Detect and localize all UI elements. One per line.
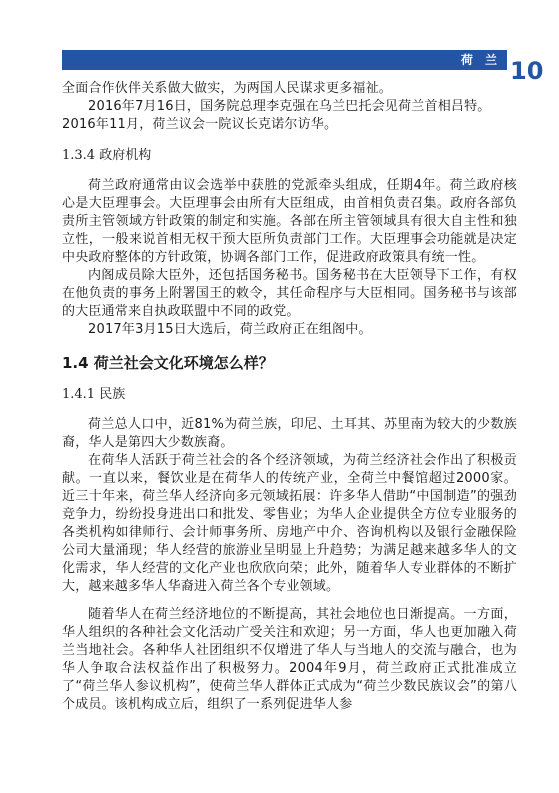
- body-paragraph: 随着华人在荷兰经济地位的不断提高，其社会地位也日渐提高。一方面，华人组织的各种社会文化活动广受关注和欢迎；另一方面，华人也更加融入荷兰当地社会。各种华人社团组织不仅增进了华人与当地人的交流与融合，也为华人争取合法权益作出了积极努力。2004年9月，荷兰政府正式批准成立了“荷兰华人参议机构”，使荷兰华人群体正式成为“荷兰少数民族议会”的第八个成员。该机构成立后，组织了一系列促进华人参: [62, 607, 517, 712]
- running-header-title: 荷 兰: [460, 53, 501, 67]
- section-heading-1-4: 1.4 荷兰社会文化环境怎么样？: [62, 354, 274, 372]
- paragraph-gap: [62, 596, 517, 606]
- header-bar: [62, 50, 507, 70]
- section-heading-1-4-1: 1.4.1 民族: [62, 387, 126, 402]
- body-paragraph: 2016年7月16日，国务院总理李克强在乌兰巴托会见荷兰首相吕特。: [88, 99, 491, 114]
- body-paragraph: 荷兰政府通常由议会选举中获胜的党派牵头组成，任期4年。荷兰政府核心是大臣理事会。大臣理事会由所有大臣组成，由首相负责召集。政府各部负责所主管领域方针政策的制定和实施。各部在所主管领域具有很大自主性和独立性，一般来说首相无权干预大臣所负责部门工作。大臣理事会功能就是决定中央政府整体的方针政策，协调各部门工作，促进政府政策具有统一性。: [62, 178, 517, 265]
- page-body: [62, 80, 517, 714]
- page-number: 10: [510, 57, 544, 85]
- body-paragraph: 荷兰总人口中，近81%为荷兰族，印尼、土耳其、苏里南为较大的少数族裔，华人是第四大少数族裔。: [62, 417, 517, 450]
- body-paragraph: 2016年11月，荷兰议会一院议长克诺尔访华。: [62, 117, 338, 132]
- body-paragraph: 全面合作伙伴关系做大做实，为两国人民谋求更多福祉。: [62, 81, 393, 96]
- body-paragraph: 2017年3月15日大选后，荷兰政府正在组阁中。: [88, 322, 372, 337]
- body-paragraph: 在荷华人活跃于荷兰社会的各个经济领域，为荷兰经济社会作出了积极贡献。一直以来，餐饮业是在荷华人的传统产业，全荷兰中餐馆超过2000家。近三十年来，荷兰华人经济向多元领域拓展：许多华人借助“中国制造”的强劲竞争力，纷纷投身进出口和批发、零售业；为华人企业提供全方位专业服务的各类机构如律师行、会计师事务所、房地产中介、咨询机构以及银行金融保险公司大量涌现；华人经营的旅游业呈明显上升趋势；为满足越来越多华人的文化需求，华人经营的文化产业也欣欣向荣；此外，随着华人专业群体的不断扩大，越来越多华人华裔进入荷兰各个专业领域。: [62, 453, 517, 594]
- section-heading-1-3-4: 1.3.4 政府机构: [62, 148, 152, 163]
- body-paragraph: 内阁成员除大臣外，还包括国务秘书。国务秘书在大臣领导下工作，有权在他负责的事务上附署国王的敕令，其任命程序与大臣相同。国务秘书与该部的大臣通常来自执政联盟中不同的政党。: [62, 268, 517, 319]
